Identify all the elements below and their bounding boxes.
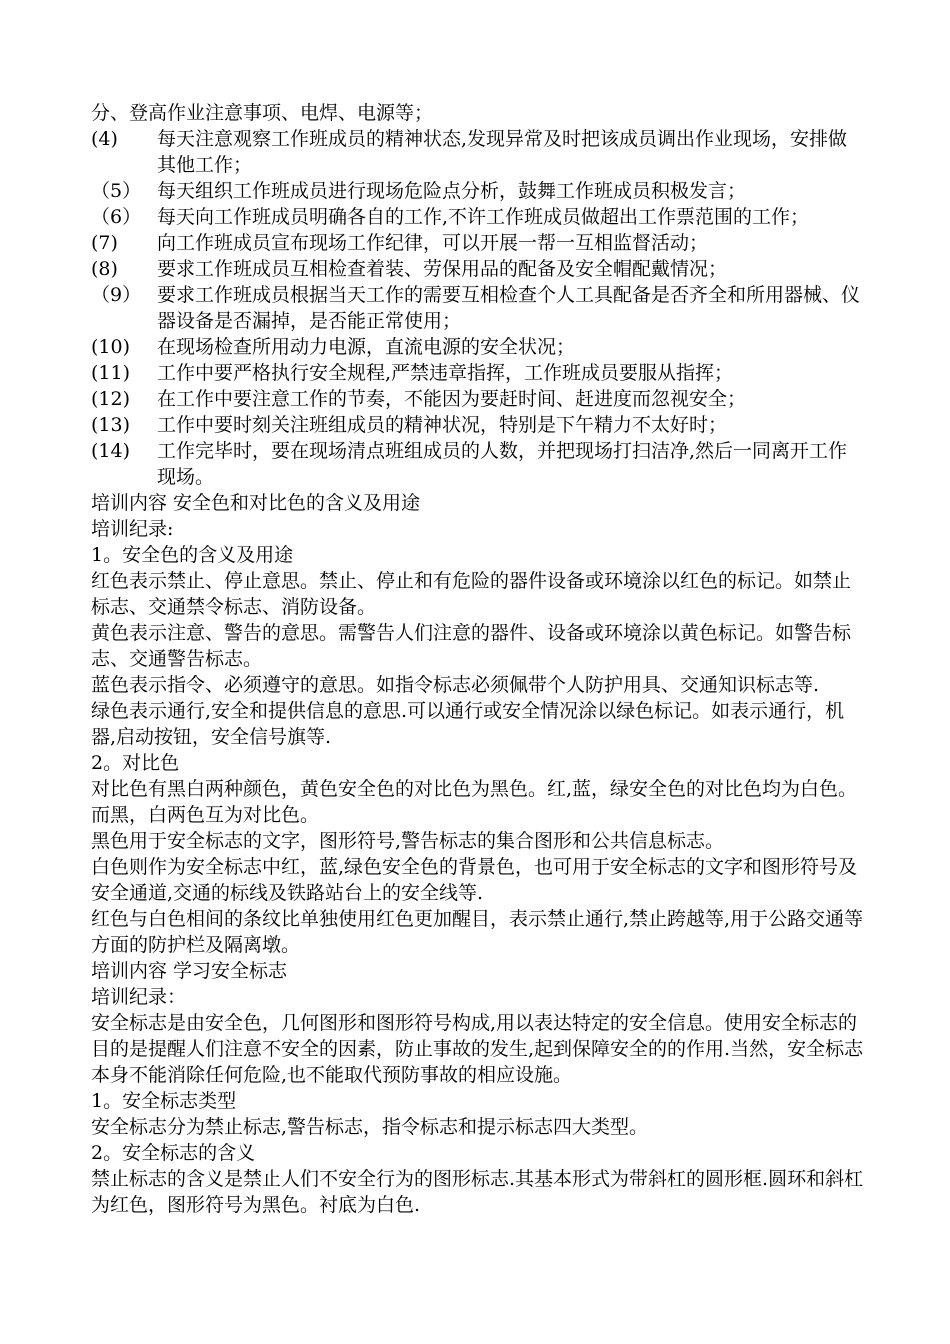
list-item (91, 204, 866, 230)
paragraph-intro: 安全标志是由安全色，几何图形和图形符号构成,用以表达特定的安全信息。使用安全标志的目的是提醒人们注意不安全的因素，防止事故的发生,起到保障安全的的作用.当然，安全标志本身不能消除任何危险,也不能取代预防事故的相应设施。 (91, 1012, 864, 1086)
paragraph-red-white: 红色与白色相间的条纹比单独使用红色更加醒目，表示禁止通行,禁止跨越等,用于公路交通等方面的防护栏及隔离墩。 (91, 908, 864, 956)
item-text: 要求工作班成员根据当天工作的需要互相检查个人工具配备是否齐全和所用器械、仪器设备是否漏掉，是否能正常使用； (157, 284, 861, 332)
list-item (91, 178, 866, 204)
list-item (91, 282, 866, 334)
paragraph-white: 白色则作为安全标志中红，蓝,绿色安全色的背景色，也可用于安全标志的文字和图形符号及安全通道,交通的标线及铁路站台上的安全线等. (91, 856, 858, 904)
item-text: 每天向工作班成员明确各自的工作,不许工作班成员做超出工作票范围的工作； (157, 206, 810, 228)
item-number: (14) (91, 440, 131, 462)
item-text: 每天组织工作班成员进行现场危险点分析，鼓舞工作班成员积极发言； (157, 180, 747, 202)
paragraph-green: 绿色表示通行,安全和提供信息的意思.可以通行或安全情况涂以绿色标记。如表示通行，机器,启动按钮，安全信号旗等. (91, 700, 845, 748)
list-item (91, 230, 866, 256)
item-number: (10) (91, 336, 131, 358)
list-item (91, 438, 866, 490)
item-number: (8) (91, 258, 118, 280)
list-item (91, 412, 866, 438)
record-label: 培训纪录: (91, 518, 174, 540)
subheading: 1。安全色的含义及用途 (91, 544, 294, 566)
item-number: (11) (91, 362, 131, 384)
subheading: 2。安全标志的含义 (91, 1142, 256, 1164)
list-item (91, 386, 866, 412)
item-number: （9） (91, 284, 142, 306)
paragraph-yellow: 黄色表示注意、警告的意思。需警告人们注意的器件、设备或环境涂以黄色标记。如警告标志、交通警告标志。 (91, 622, 852, 670)
item-text: 每天注意观察工作班成员的精神状态,发现异常及时把该成员调出作业现场，安排做其他工作； (157, 128, 848, 176)
document-page (91, 100, 866, 1218)
paragraph-blue: 蓝色表示指令、必须遵守的意思。如指令标志必须佩带个人防护用具、交通知识标志等. (91, 674, 820, 696)
section-heading: 培训内容 安全色和对比色的含义及用途 (91, 492, 421, 514)
item-text: 在工作中要注意工作的节奏，不能因为要赶时间、赶进度而忽视安全； (157, 388, 747, 410)
paragraph-red: 红色表示禁止、停止意思。禁止、停止和有危险的器件设备或环境涂以红色的标记。如禁止标志、交通禁令标志、消防设备。 (91, 570, 852, 618)
item-number: （5） (91, 180, 142, 202)
subheading: 1。安全标志类型 (91, 1090, 237, 1112)
item-text: 工作中要时刻关注班组成员的精神状况，特别是下午精力不太好时； (157, 414, 728, 436)
paragraph-types: 安全标志分为禁止标志,警告标志，指令标志和提示标志四大类型。 (91, 1116, 649, 1138)
item-number: （6） (91, 206, 142, 228)
item-number: (7) (91, 232, 118, 254)
paragraph-prohibit: 禁止标志的含义是禁止人们不安全行为的图形标志.其基本形式为带斜杠的圆形框.圆环和斜杠为红色，图形符号为黑色。衬底为白色. (91, 1168, 864, 1216)
record-label: 培训纪录： (91, 986, 187, 1008)
item-number: (13) (91, 414, 131, 436)
item-text: 向工作班成员宣布现场工作纪律，可以开展一帮一互相监督活动； (157, 232, 709, 254)
list-item (91, 256, 866, 282)
list-item (91, 334, 866, 360)
item-text: 在现场检查所用动力电源，直流电源的安全状况； (157, 336, 576, 358)
item-text: 工作中要严格执行安全规程,严禁违章指挥，工作班成员要服从指挥； (157, 362, 734, 384)
paragraph-contrast: 对比色有黑白两种颜色，黄色安全色的对比色为黑色。红,蓝，绿安全色的对比色均为白色。而黑，白两色互为对比色。 (91, 778, 858, 826)
subheading: 2。对比色 (91, 752, 180, 774)
item-text: 工作完毕时，要在现场清点班组成员的人数，并把现场打扫洁净,然后一同离开工作现场。 (157, 440, 848, 488)
item-number: (12) (91, 388, 131, 410)
section-heading: 培训内容 学习安全标志 (91, 960, 288, 982)
item-text: 要求工作班成员互相检查着装、劳保用品的配备及安全帽配戴情况； (157, 258, 728, 280)
item-number: (4) (91, 128, 118, 150)
list-item (91, 126, 866, 178)
paragraph-black: 黑色用于安全标志的文字，图形符号,警告标志的集合图形和公共信息标志。 (91, 830, 725, 852)
list-item (91, 360, 866, 386)
intro-line: 分、登高作业注意事项、电焊、电源等； (91, 102, 434, 124)
